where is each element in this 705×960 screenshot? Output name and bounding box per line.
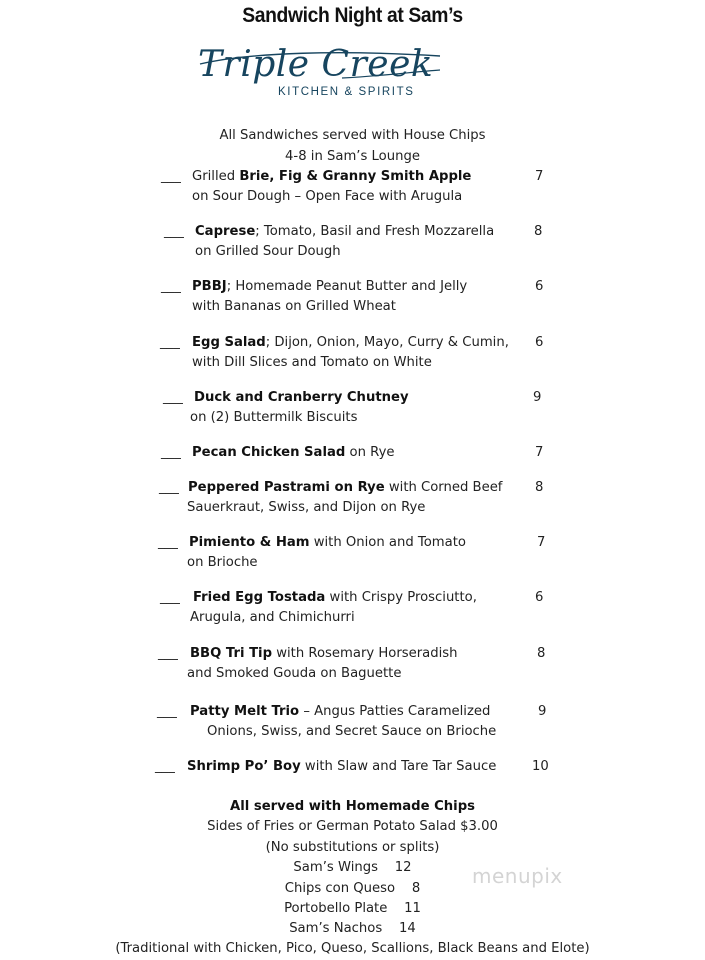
item-name: Fried Egg Tostada [193, 590, 326, 605]
item-price: 6 [535, 279, 544, 294]
item-desc: with Corned Beef [384, 480, 503, 495]
item-name: PBBJ [192, 279, 227, 294]
item-price: 7 [537, 535, 546, 550]
item-name: Caprese [195, 224, 256, 239]
item-desc: with Rosemary Horseradish [272, 646, 458, 661]
item-name: Brie, Fig & Granny Smith Apple [239, 169, 472, 184]
item-price: 7 [535, 445, 544, 460]
nachos-description: (Traditional with Chicken, Pico, Queso, Scallions, Black Beans and Elote) [115, 941, 590, 956]
extra-name: Portobello Plate [284, 901, 388, 916]
item-desc-line2: and Smoked Gouda on Baguette [187, 666, 402, 681]
extra-price: 12 [394, 860, 412, 875]
item-blank: ___ [158, 535, 178, 550]
footer-sides: Sides of Fries or German Potato Salad $3.00 [207, 819, 498, 834]
item-blank: ___ [159, 480, 179, 495]
item-desc: ; Homemade Peanut Butter and Jelly [226, 279, 468, 294]
item-desc: ; Dijon, Onion, Mayo, Curry & Cumin, [265, 335, 509, 350]
intro-line-2: 4-8 in Sam’s Lounge [285, 149, 420, 164]
item-desc: with Crispy Prosciutto, [325, 590, 477, 605]
item-price: 8 [534, 224, 543, 239]
item-price: 8 [535, 480, 544, 495]
item-blank: ___ [155, 759, 175, 774]
item-name: Pimiento & Ham [189, 535, 310, 550]
item-price: 9 [533, 390, 542, 405]
item-name: Patty Melt Trio [190, 704, 300, 719]
footer-heading: All served with Homemade Chips [230, 799, 475, 814]
item-blank: ___ [157, 704, 177, 719]
item-desc: – Angus Patties Caramelized [299, 704, 491, 719]
extra-price: 11 [404, 901, 421, 916]
item-name: Pecan Chicken Salad [192, 445, 346, 460]
item-blank: ___ [161, 169, 181, 184]
item-price: 9 [538, 704, 547, 719]
item-desc: with Onion and Tomato [309, 535, 466, 550]
logo-subtitle: KITCHEN & SPIRITS [278, 86, 415, 98]
item-name: BBQ Tri Tip [190, 646, 273, 661]
extra-item [0, 921, 705, 936]
item-desc-line2: on Sour Dough – Open Face with Arugula [192, 189, 463, 204]
item-name: Peppered Pastrami on Rye [188, 480, 385, 495]
item-blank: ___ [161, 279, 181, 294]
item-blank: ___ [164, 224, 184, 239]
restaurant-logo [192, 42, 444, 106]
item-prefix: Grilled [192, 169, 240, 184]
item-desc: ; Tomato, Basil and Fresh Mozzarella [255, 224, 495, 239]
item-desc-line2: Arugula, and Chimichurri [190, 610, 355, 625]
item-price: 6 [535, 590, 544, 605]
extra-name: Chips con Queso [284, 881, 396, 896]
item-blank: ___ [163, 390, 183, 405]
intro-line-1: All Sandwiches served with House Chips [219, 128, 486, 143]
watermark: menupix [472, 864, 563, 888]
extra-item [0, 860, 705, 875]
footer-note: (No substitutions or splits) [265, 840, 440, 855]
extra-item [0, 881, 705, 896]
extra-name: Sam’s Nachos [289, 921, 383, 936]
item-desc: with Slaw and Tare Tar Sauce [300, 759, 497, 774]
item-desc-line2: on Brioche [187, 555, 258, 570]
item-price: 6 [535, 335, 544, 350]
item-name: Egg Salad [192, 335, 266, 350]
extra-name: Sam’s Wings [293, 860, 378, 875]
extra-price: 14 [399, 921, 416, 936]
item-price: 8 [537, 646, 546, 661]
page-title: Sandwich Night at Sam’s [242, 4, 463, 27]
item-name: Shrimp Po’ Boy [187, 759, 301, 774]
item-name: Duck and Cranberry Chutney [194, 390, 409, 405]
item-desc-line2: with Dill Slices and Tomato on White [192, 355, 432, 370]
logo-script: Triple Creek [198, 44, 434, 85]
item-blank: ___ [158, 646, 178, 661]
item-desc-line2: Onions, Swiss, and Secret Sauce on Brioche [207, 724, 497, 739]
item-desc: on Rye [345, 445, 395, 460]
item-blank: ___ [160, 335, 180, 350]
item-desc-line2: Sauerkraut, Swiss, and Dijon on Rye [187, 500, 426, 515]
extra-price: 8 [411, 881, 421, 896]
item-desc-line2: on (2) Buttermilk Biscuits [190, 410, 358, 425]
item-desc-line2: with Bananas on Grilled Wheat [192, 299, 396, 314]
item-price: 10 [532, 759, 549, 774]
extra-item [0, 901, 705, 916]
item-blank: ___ [160, 590, 180, 605]
item-desc-line2: on Grilled Sour Dough [195, 244, 341, 259]
item-price: 7 [535, 169, 544, 184]
item-blank: ___ [161, 445, 181, 460]
